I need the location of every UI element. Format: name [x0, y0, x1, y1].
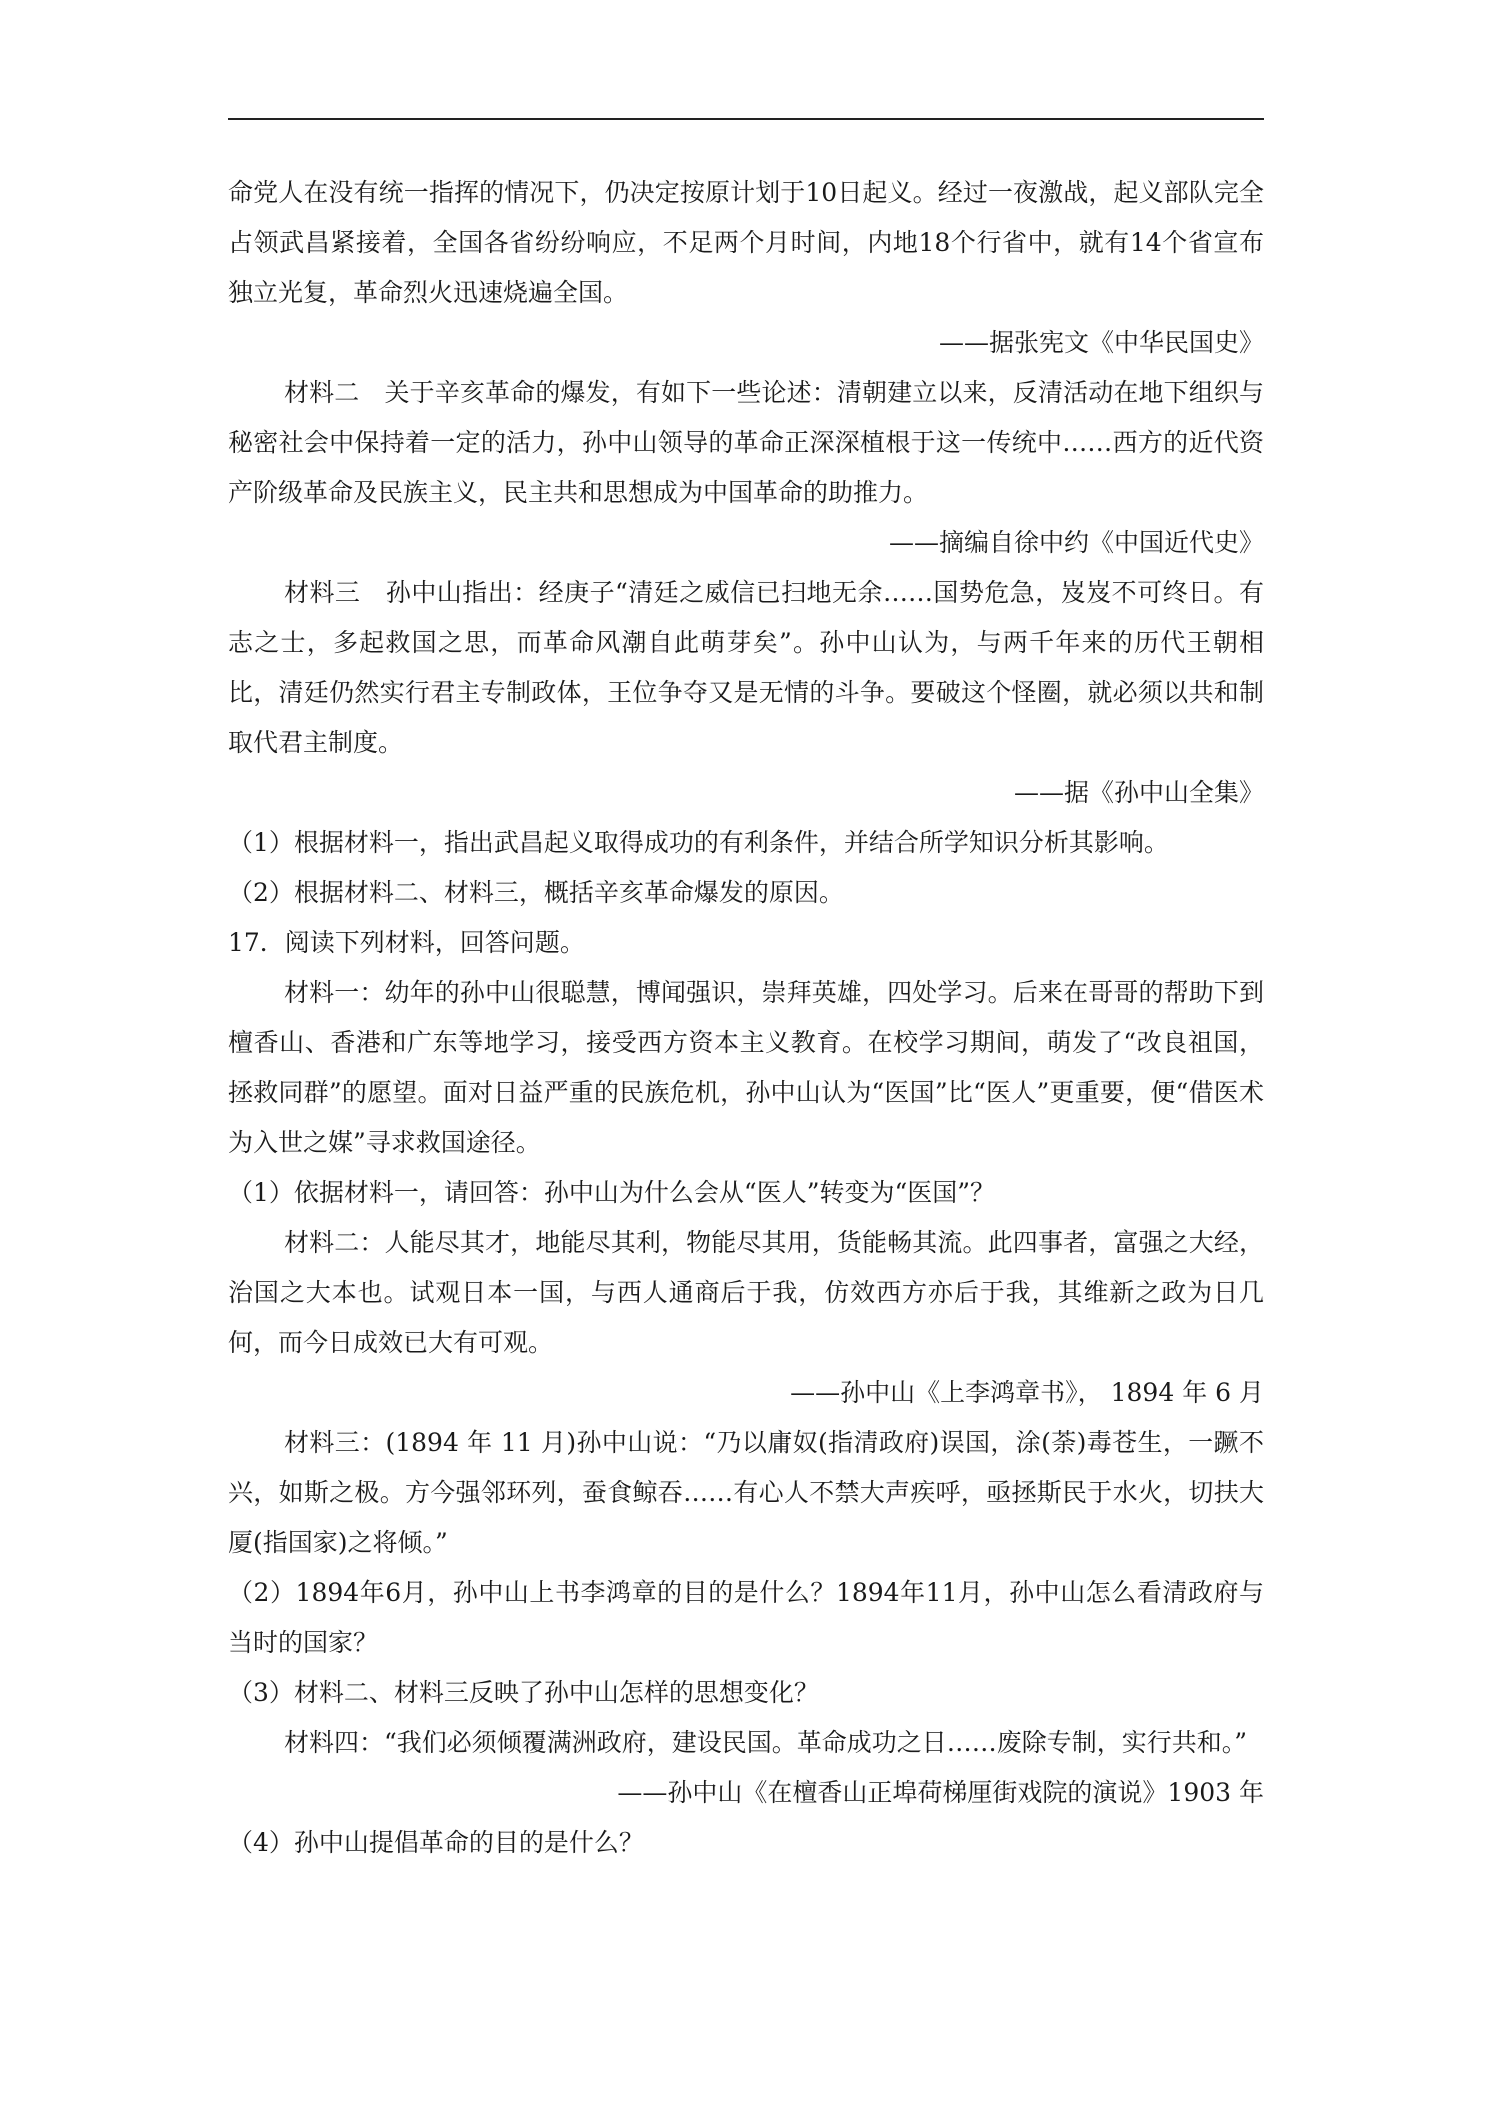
q17-source-citation-4: ——孙中山《在檀香山正埠荷梯厘街戏院的演说》1903 年: [617, 1778, 1264, 1807]
header-rule: [228, 118, 1264, 120]
q17-source-citation-2: ——孙中山《上李鸿章书》， 1894 年 6 月: [790, 1378, 1264, 1407]
q17-material2: 材料二：人能尽其才，地能尽其利，物能尽其用，货能畅其流。此四事者，富强之大经，治国之大本也。试观日本一国，与西人通商后于我，仿效西方亦后于我，其维新之政为日几何，而今日成效已大有可观。: [228, 1228, 1264, 1357]
question-17-3: （3）材料二、材料三反映了孙中山怎样的思想变化？: [228, 1678, 819, 1707]
question-17-4: （4）孙中山提倡革命的目的是什么？: [228, 1828, 644, 1857]
question-16-2: （2）根据材料二、材料三，概括辛亥革命爆发的原因。: [228, 878, 844, 907]
question-17-1: （1）依据材料一，请回答：孙中山为什么会从“医人”转变为“医国”？: [228, 1178, 996, 1207]
material3: 材料三 孙中山指出：经庚子“清廷之威信已扫地无余……国势危急，岌岌不可终日。有志之士，多起救国之思，而革命风潮自此萌芽矣”。孙中山认为，与两千年来的历代王朝相比，清廷仍然实行君主专制政体，王位争夺又是无情的斗争。要破这个怪圈，就必须以共和制取代君主制度。: [228, 578, 1264, 757]
question-17-2: （2）1894年6月，孙中山上书李鸿章的目的是什么？1894年11月，孙中山怎么看清政府与当时的国家？: [228, 1578, 1264, 1657]
q17-material4: 材料四：“我们必须倾覆满洲政府，建设民国。革命成功之日……废除专制，实行共和。”: [284, 1728, 1248, 1757]
source-citation-3: ——据《孙中山全集》: [1013, 778, 1264, 807]
document-body: [228, 168, 1264, 1868]
source-citation-1: ——据张宪文《中华民国史》: [938, 328, 1264, 357]
material2: 材料二 关于辛亥革命的爆发，有如下一些论述：清朝建立以来，反清活动在地下组织与秘密社会中保持着一定的活力，孙中山领导的革命正深深植根于这一传统中……西方的近代资产阶级革命及民族主义，民主共和思想成为中国革命的助推力。: [228, 378, 1264, 507]
source-citation-2: ——摘编自徐中约《中国近代史》: [888, 528, 1264, 557]
question-17-header: 17．阅读下列材料，回答问题。: [228, 928, 585, 957]
q17-material1: 材料一：幼年的孙中山很聪慧，博闻强识，崇拜英雄，四处学习。后来在哥哥的帮助下到檀香山、香港和广东等地学习，接受西方资本主义教育。在校学习期间，萌发了“改良祖国，拯救同群”的愿望。面对日益严重的民族危机，孙中山认为“医国”比“医人”更重要，便“借医术为入世之媒”寻求救国途径。: [228, 978, 1264, 1157]
question-16-1: （1）根据材料一，指出武昌起义取得成功的有利条件，并结合所学知识分析其影响。: [228, 828, 1169, 857]
q17-material3: 材料三：(1894 年 11 月)孙中山说：“乃以庸奴(指清政府)误国，涂(荼)毒苍生，一蹶不兴，如斯之极。方今强邻环列，蚕食鲸吞……有心人不禁大声疾呼，亟拯斯民于水火，切扶大厦(指国家)之将倾。”: [228, 1428, 1264, 1557]
material1-tail: 命党人在没有统一指挥的情况下，仍决定按原计划于10日起义。经过一夜激战，起义部队完全占领武昌紧接着，全国各省纷纷响应，不足两个月时间，内地18个行省中，就有14个省宣布独立光复，革命烈火迅速烧遍全国。: [228, 178, 1264, 307]
